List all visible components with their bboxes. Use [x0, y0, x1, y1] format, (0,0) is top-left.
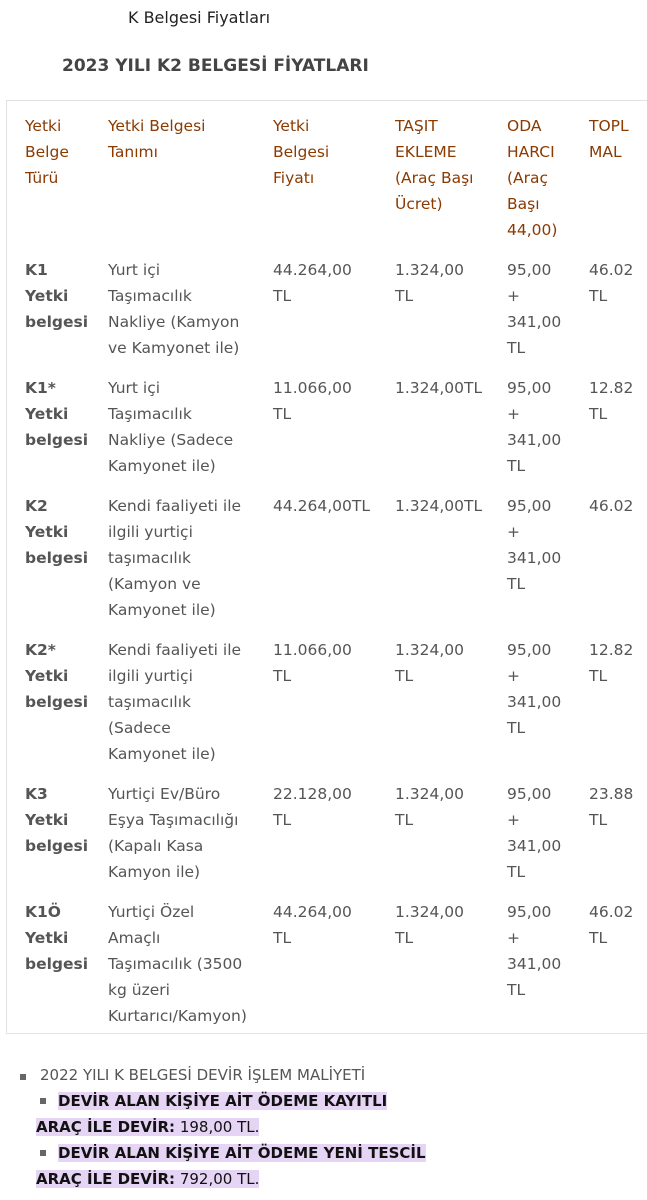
cell-total: 46.02 TL — [589, 903, 634, 947]
cell-vehicle: 1.324,00TL — [395, 497, 483, 515]
cell-vehicle: 1.324,00 TL — [395, 261, 465, 305]
cell-price: 22.128,00 TL — [273, 785, 352, 829]
cell-total: 12.82 TL — [589, 641, 634, 685]
cell-type: K1Ö Yetki belgesi — [25, 903, 89, 973]
list-item-1-line2: ARAÇ İLE DEVİR: 198,00 TL. — [36, 1118, 260, 1136]
cell-fee: 95,00 + 341,00 TL — [507, 261, 562, 357]
cell-price: 11.066,00 TL — [273, 641, 352, 685]
column-header-3: Yetki Belgesi Fiyatı — [273, 117, 330, 187]
list-item-1-line1: DEVİR ALAN KİŞİYE AİT ÖDEME KAYITLI — [58, 1092, 388, 1110]
column-header-1: Yetki Belge Türü — [25, 117, 69, 187]
cell-vehicle: 1.324,00 TL — [395, 785, 465, 829]
cell-total: 23.88 TL — [589, 785, 634, 829]
cell-desc: Kendi faaliyeti ile ilgili yurtiçi taşımacılık (Kamyon ve Kamyonet ile) — [108, 497, 242, 619]
cell-vehicle: 1.324,00TL — [395, 379, 483, 397]
cell-fee: 95,00 + 341,00 TL — [507, 641, 562, 737]
column-header-4: TAŞIT EKLEME (Araç Başı Ücret) — [395, 117, 474, 213]
cell-type: K1 Yetki belgesi — [25, 261, 89, 331]
cell-total: 46.02 TL — [589, 261, 634, 305]
cell-type: K2 Yetki belgesi — [25, 497, 89, 567]
cell-desc: Yurt içi Taşımacılık Nakliye (Sadece Kamyonet ile) — [108, 379, 234, 475]
cell-desc: Yurtiçi Ev/Büro Eşya Taşımacılığı (Kapalı Kasa Kamyon ile) — [108, 785, 239, 881]
bullet-icon — [20, 1074, 26, 1080]
column-header-6: TOPL MAL — [589, 117, 629, 161]
page-header: K Belgesi Fiyatları — [128, 8, 271, 27]
column-header-2: Yetki Belgesi Tanımı — [108, 117, 206, 161]
cell-price: 44.264,00TL — [273, 497, 370, 515]
cell-fee: 95,00 + 341,00 TL — [507, 379, 562, 475]
bullet-icon — [40, 1098, 46, 1104]
bullet-icon — [40, 1150, 46, 1156]
cell-price: 11.066,00 TL — [273, 379, 352, 423]
cell-desc: Yurtiçi Özel Amaçlı Taşımacılık (3500 kg üzeri Kurtarıcı/Kamyon) — [108, 903, 247, 1025]
cell-type: K1* Yetki belgesi — [25, 379, 89, 449]
cell-total: 46.02 — [589, 497, 634, 515]
page-title: 2023 YILI K2 BELGESİ FİYATLARI — [62, 56, 369, 76]
cell-fee: 95,00 + 341,00 TL — [507, 903, 562, 999]
cell-vehicle: 1.324,00 TL — [395, 903, 465, 947]
cell-desc: Kendi faaliyeti ile ilgili yurtiçi taşımacılık (Sadece Kamyonet ile) — [108, 641, 242, 763]
cell-vehicle: 1.324,00 TL — [395, 641, 465, 685]
cell-total: 12.82 TL — [589, 379, 634, 423]
cell-price: 44.264,00 TL — [273, 903, 352, 947]
cell-fee: 95,00 + 341,00 TL — [507, 785, 562, 881]
cell-type: K3 Yetki belgesi — [25, 785, 89, 855]
cell-type: K2* Yetki belgesi — [25, 641, 89, 711]
cell-price: 44.264,00 TL — [273, 261, 352, 305]
list-item-2-line2: ARAÇ İLE DEVİR: 792,00 TL. — [36, 1170, 260, 1188]
price-table — [6, 100, 647, 1034]
cell-desc: Yurt içi Taşımacılık Nakliye (Kamyon ve Kamyonet ile) — [108, 261, 240, 357]
column-header-5: ODA HARCI (Araç Başı 44,00) — [507, 117, 558, 239]
cell-fee: 95,00 + 341,00 TL — [507, 497, 562, 593]
list-title: 2022 YILI K BELGESİ DEVİR İŞLEM MALİYETİ — [40, 1066, 366, 1084]
list-item-2-line1: DEVİR ALAN KİŞİYE AİT ÖDEME YENİ TESCİL — [58, 1144, 426, 1162]
